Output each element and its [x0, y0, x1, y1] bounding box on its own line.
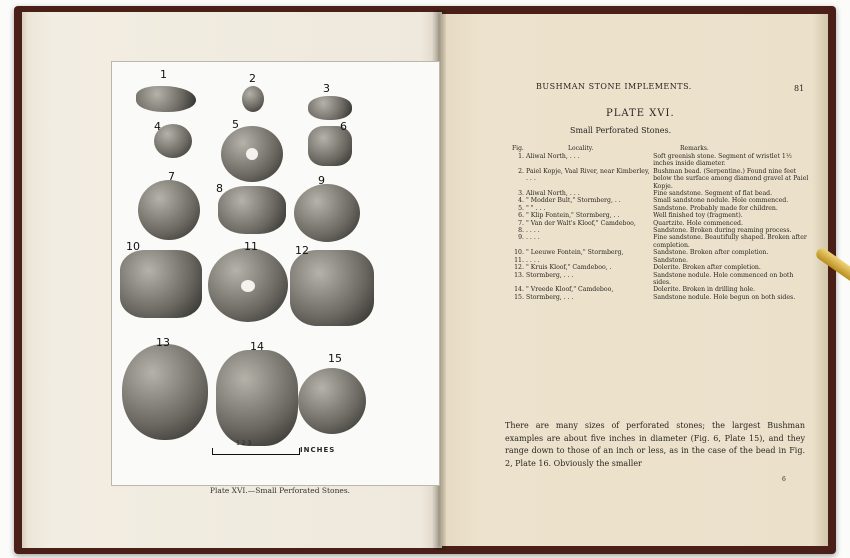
cell-locality: " Leeuwe Fontein," Stormberg, [525, 249, 624, 257]
cell-remarks: Bushman bead. (Serpentine.) Found nine feet below the surface among diamond gravel at Paiel Kopje. [653, 167, 809, 190]
cell-fig: 8. [518, 227, 524, 235]
cell-remarks: Sandstone nodule. Hole commenced on both sides. [653, 271, 794, 286]
cell-remarks: Fine sandstone. Beautifully shaped. Broken after completion. [653, 234, 807, 249]
stone-number: 14 [250, 340, 264, 353]
cell-locality: " Kruis Kloof," Camdeboo, . [525, 264, 612, 272]
stone-figure [242, 86, 264, 112]
stone-hole [241, 280, 255, 292]
cell-locality: " Klip Fontein," Stormberg, . . [525, 212, 620, 220]
table-row [512, 190, 812, 197]
stone-figure [294, 184, 360, 242]
cell-remarks: Fine sandstone. Segment of flat bead. [653, 190, 773, 198]
cell-fig: 11. [514, 256, 524, 264]
stone-figure [308, 96, 352, 120]
cell-fig: 6. [518, 212, 524, 220]
cell-locality: " Van der Walt's Kloof," Camdeboo, [525, 219, 636, 227]
stone-figure [136, 86, 196, 112]
scale-numbers: 1 2 3 [236, 440, 252, 447]
stone-number: 5 [232, 118, 239, 131]
table-row [512, 257, 812, 264]
cell-fig: 9. [518, 234, 524, 242]
table-row [512, 212, 812, 219]
table-row [512, 294, 812, 301]
stone-figure [208, 248, 288, 322]
stone-number: 1 [160, 68, 167, 81]
table-row [512, 227, 812, 234]
cell-remarks: Sandstone. [653, 256, 688, 264]
cell-locality: . . . . [525, 256, 540, 264]
cell-locality: " Vreede Kloof," Camdeboo, [525, 286, 614, 294]
stone-number: 10 [126, 240, 140, 253]
stone-number: 2 [249, 72, 256, 85]
stone-number: 13 [156, 336, 170, 349]
table-row [512, 234, 812, 249]
cell-remarks: Well finished toy (fragment). [653, 212, 743, 220]
cell-locality: Stormberg, . . . [525, 293, 574, 301]
cell-locality: Aliwal North, . . . [525, 153, 580, 160]
cell-locality: Stormberg, . . . [525, 271, 574, 279]
stone-figure [298, 368, 366, 434]
table-row [512, 220, 812, 227]
inch-scale-bar [212, 448, 300, 455]
stone-figure [218, 186, 286, 234]
cell-remarks: Sandstone. Probably made for children. [653, 204, 778, 212]
stone-figure [120, 250, 202, 318]
stone-figure [290, 250, 374, 326]
specimen-table [512, 153, 812, 301]
scale-label: INCHES [300, 446, 336, 454]
running-head: BUSHMAN STONE IMPLEMENTS. [536, 82, 692, 91]
cell-remarks: Sandstone nodule. Hole begun on both sides. [653, 293, 796, 301]
cell-remarks: Dolerite. Broken in drilling hole. [653, 286, 756, 294]
stone-hole [246, 148, 258, 160]
table-row [512, 249, 812, 256]
cell-fig: 14. [514, 286, 524, 294]
cell-locality: . . . . [525, 234, 540, 242]
body-paragraph: There are many sizes of perforated stones; the largest Bushman examples are about five inches in diameter (Fig. 6, Plate 15), and they range down to those of an inch or less, as in the case of the bead in Fig. 2, Plate 16. Obviously the smaller [505, 421, 805, 468]
cell-locality: Paiel Kopje, Vaal River, near Kimberley, . . . [525, 167, 650, 183]
cell-fig: 2. [518, 167, 524, 175]
stone-number: 12 [295, 244, 309, 257]
stone-figure [221, 126, 283, 182]
cell-remarks: Quartzite. Hole commenced. [653, 219, 743, 227]
table-row [512, 286, 812, 293]
stone-number: 4 [154, 120, 161, 133]
cell-locality: . . . . [525, 227, 540, 235]
page-number: 81 [794, 84, 805, 93]
table-row [512, 264, 812, 271]
cell-locality: " Modder Bult," Stormberg, . . [525, 197, 621, 205]
plate-title: PLATE XVI. [606, 108, 675, 119]
stone-figure [216, 350, 298, 446]
stone-number: 3 [323, 82, 330, 95]
plate-photograph [111, 61, 440, 486]
cell-remarks: Sandstone. Broken after completion. [653, 249, 769, 257]
cell-fig: 10. [514, 249, 524, 257]
table-row [512, 153, 812, 168]
cell-fig: 1. [518, 153, 524, 160]
stone-figure [122, 344, 208, 440]
cell-remarks: Dolerite. Broken after completion. [653, 264, 761, 272]
stone-number: 7 [168, 170, 175, 183]
column-header-remarks: Remarks. [680, 145, 709, 152]
cell-locality: Aliwal North, . . . [525, 190, 580, 198]
cell-fig: 4. [518, 197, 524, 205]
cell-fig: 12. [514, 264, 524, 272]
column-header-locality: Locality. [568, 145, 594, 152]
cell-fig: 5. [518, 204, 524, 212]
signature-mark: 6 [782, 476, 786, 483]
cell-fig: 15. [514, 293, 524, 301]
cell-remarks: Sandstone. Broken during reaming process. [653, 227, 792, 235]
cell-fig: 7. [518, 219, 524, 227]
plate-caption: Plate XVI.—Small Perforated Stones. [209, 486, 351, 495]
stone-number: 11 [244, 240, 258, 253]
stone-number: 6 [340, 120, 347, 133]
table-row [512, 197, 812, 204]
cell-remarks: Small sandstone nodule. Hole commenced. [653, 197, 789, 205]
plate-subtitle: Small Perforated Stones. [570, 126, 672, 135]
cell-fig: 13. [514, 271, 524, 279]
stone-number: 9 [318, 174, 325, 187]
table-row [512, 272, 812, 287]
stone-number: 15 [328, 352, 342, 365]
table-row [512, 168, 812, 190]
cell-locality: " " . . . [525, 204, 546, 212]
column-header-fig: Fig. [512, 145, 524, 152]
table-row [512, 205, 812, 212]
cell-fig: 3. [518, 190, 524, 198]
stone-figure [138, 180, 200, 240]
cell-remarks: Soft greenish stone. Segment of wristlet 1½ inches inside diameter. [653, 153, 792, 168]
stone-number: 8 [216, 182, 223, 195]
